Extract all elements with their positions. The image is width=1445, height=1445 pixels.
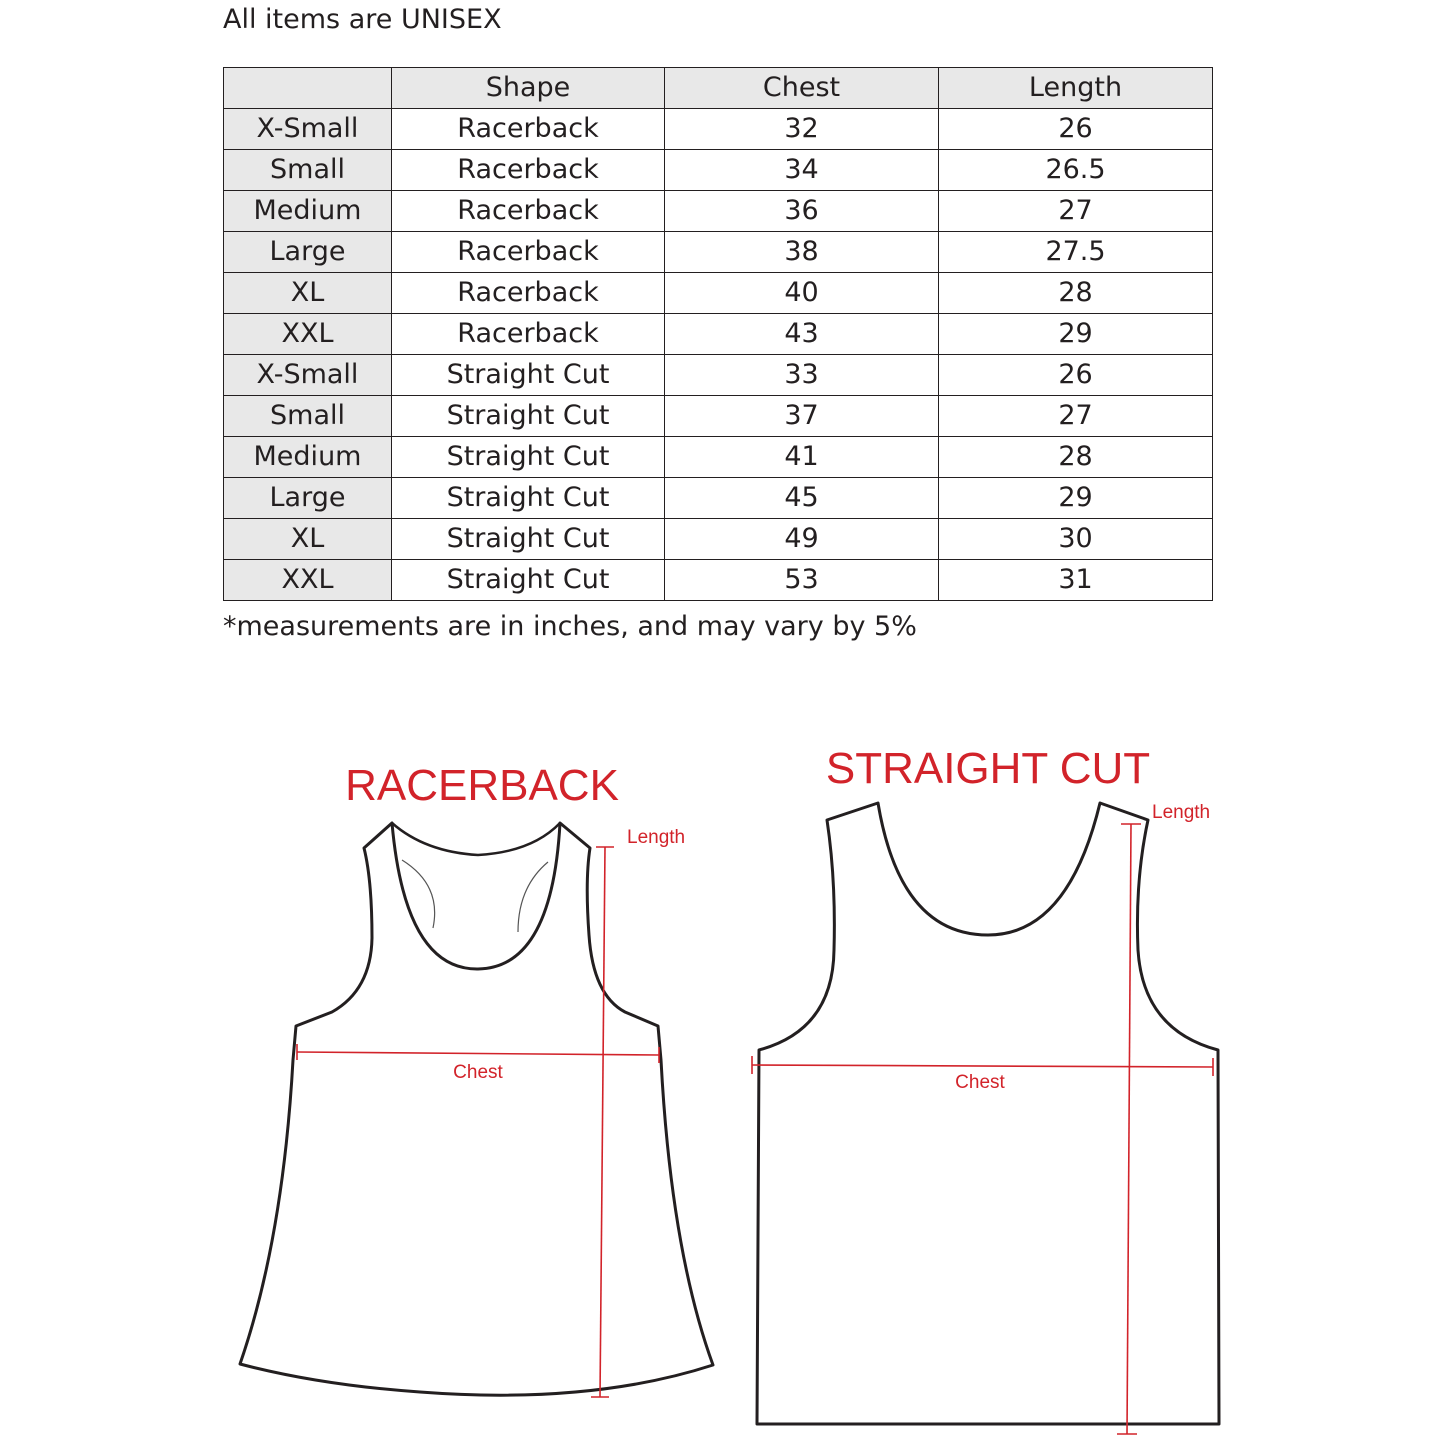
chest-cell: 38 [665,232,939,273]
straight-cut-diagram [752,744,1219,1434]
chest-cell: 45 [665,478,939,519]
header-cell-length: Length [939,68,1213,109]
chest-cell: 49 [665,519,939,560]
length-cell: 29 [939,478,1213,519]
racerback-tank-outline [240,823,713,1395]
chest-cell: 33 [665,355,939,396]
size-cell: X-Small [224,355,392,396]
shape-cell: Racerback [392,314,665,355]
shape-cell: Straight Cut [392,396,665,437]
shape-cell: Racerback [392,273,665,314]
straight-cut-tank-outline [757,803,1219,1424]
size-cell: XXL [224,314,392,355]
chest-cell: 41 [665,437,939,478]
length-cell: 27 [939,396,1213,437]
straight-cut-title: STRAIGHT CUT [825,744,1151,793]
shape-cell: Straight Cut [392,560,665,601]
racerback-chest-measure-line [297,1044,659,1063]
shape-cell: Racerback [392,109,665,150]
size-cell: X-Small [224,109,392,150]
size-cell: Large [224,232,392,273]
shape-cell: Racerback [392,232,665,273]
header-cell-shape: Shape [392,68,665,109]
racerback-left-armhole-seam [402,860,435,928]
racerback-length-label: Length [627,827,686,848]
straight-cut-length-label: Length [1152,802,1211,823]
length-cell: 28 [939,437,1213,478]
racerback-right-armhole-seam [518,862,548,932]
racerback-title: RACERBACK [345,761,619,810]
size-cell: XXL [224,560,392,601]
racerback-diagram [240,761,713,1397]
chest-cell: 36 [665,191,939,232]
length-cell: 27 [939,191,1213,232]
chest-cell: 40 [665,273,939,314]
length-cell: 31 [939,560,1213,601]
size-cell: Medium [224,191,392,232]
chest-cell: 34 [665,150,939,191]
shape-cell: Straight Cut [392,478,665,519]
chest-cell: 53 [665,560,939,601]
shape-cell: Straight Cut [392,519,665,560]
page-heading: All items are UNISEX [223,4,502,35]
measurement-footnote: *measurements are in inches, and may vary by 5% [223,611,917,642]
length-cell: 26 [939,355,1213,396]
racerback-length-measure-line [591,847,614,1397]
straight-cut-chest-label: Chest [955,1072,1005,1093]
shape-cell: Straight Cut [392,355,665,396]
shape-cell: Racerback [392,150,665,191]
size-cell: XL [224,273,392,314]
size-cell: Large [224,478,392,519]
chest-cell: 37 [665,396,939,437]
shape-cell: Racerback [392,191,665,232]
racerback-front-neckline [392,823,560,855]
size-cell: XL [224,519,392,560]
size-cell: Small [224,396,392,437]
length-cell: 28 [939,273,1213,314]
length-cell: 30 [939,519,1213,560]
length-cell: 26.5 [939,150,1213,191]
shape-cell: Straight Cut [392,437,665,478]
length-cell: 27.5 [939,232,1213,273]
length-cell: 26 [939,109,1213,150]
length-cell: 29 [939,314,1213,355]
size-cell: Medium [224,437,392,478]
racerback-chest-label: Chest [453,1062,503,1083]
header-cell-chest: Chest [665,68,939,109]
chest-cell: 32 [665,109,939,150]
size-cell: Small [224,150,392,191]
chest-cell: 43 [665,314,939,355]
